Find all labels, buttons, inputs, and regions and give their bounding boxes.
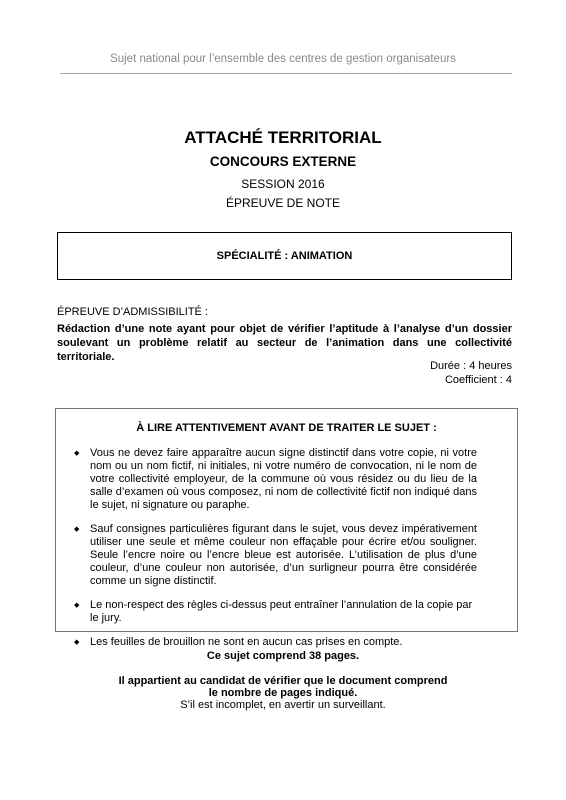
rule-text: Sauf consignes particulières figurant dans le sujet, vous devez impérativement utiliser une seule et même couleur non effaçable pour écrire et/ou souligner. Seule l’encre noire ou l’encre bleue est autorisée. L’utilisation de plus d’une couleur, d’une couleur non autorisée, d’un surligneur pourra être considérée comme un signe distinctif. [90, 523, 477, 587]
footer-notes [0, 650, 566, 711]
exam-title: ATTACHÉ TERRITORIAL [184, 128, 382, 147]
specialty-box [57, 232, 512, 280]
rule-item [74, 447, 477, 512]
contest-type: CONCOURS EXTERNE [209, 154, 357, 169]
diamond-bullet-icon: ◆ [74, 450, 80, 457]
exam-info [300, 359, 512, 387]
diamond-bullet-icon: ◆ [74, 526, 80, 533]
rule-text: Le non-respect des règles ci-dessus peut entraîner l’annulation de la copie par le jury. [90, 599, 473, 624]
title-block [0, 126, 566, 212]
admissibility-section [57, 305, 512, 364]
admissibility-description: Rédaction d’une note ayant pour objet de vérifier l’aptitude à l’analyse d’un dossier soulevant un problème relatif au secteur de l’animation dans une collectivité territoriale. [57, 323, 512, 363]
admissibility-label: ÉPREUVE D’ADMISSIBILITÉ : [57, 306, 208, 318]
duration-text: Durée : 4 heures [430, 360, 512, 372]
diamond-bullet-icon: ◆ [74, 602, 80, 609]
rule-text: Les feuilles de brouillon ne sont en aucun cas prises en compte. [90, 636, 403, 648]
header-divider [60, 73, 512, 74]
exam-name: ÉPREUVE DE NOTE [225, 196, 341, 210]
specialty-label: SPÉCIALITÉ : ANIMATION [216, 250, 353, 262]
session-year: SESSION 2016 [241, 177, 325, 191]
rule-text: Vous ne devez faire apparaître aucun signe distinctif dans votre copie, ni votre nom ou un nom fictif, ni initiales, ni votre numéro de convocation, ni le nom de votre collectivité employeur, de la commune où vous résidez ou du lieu de la salle d’examen où vous composez, ni nom de collectivité fictif non indiqué dans le sujet, ni signature ou paraphe. [90, 447, 477, 511]
page-count-notice: Ce sujet comprend 38 pages. [206, 650, 360, 662]
header-subtitle: Sujet national pour l’ensemble des centres de gestion organisateurs [110, 53, 456, 65]
instructions-box [55, 408, 518, 648]
coefficient-text: Coefficient : 4 [444, 374, 512, 386]
incomplete-notice: S’il est incomplet, en avertir un surveillant. [180, 699, 386, 711]
rule-item [74, 636, 477, 649]
rule-item [74, 523, 477, 588]
diamond-bullet-icon: ◆ [74, 639, 80, 646]
rule-item [74, 599, 477, 625]
verify-notice-line1: Il appartient au candidat de vérifier que le document comprend [118, 675, 448, 687]
instructions-title: À LIRE ATTENTIVEMENT AVANT DE TRAITER LE SUJET : [136, 422, 437, 434]
verify-notice-line2: le nombre de pages indiqué. [208, 687, 358, 699]
